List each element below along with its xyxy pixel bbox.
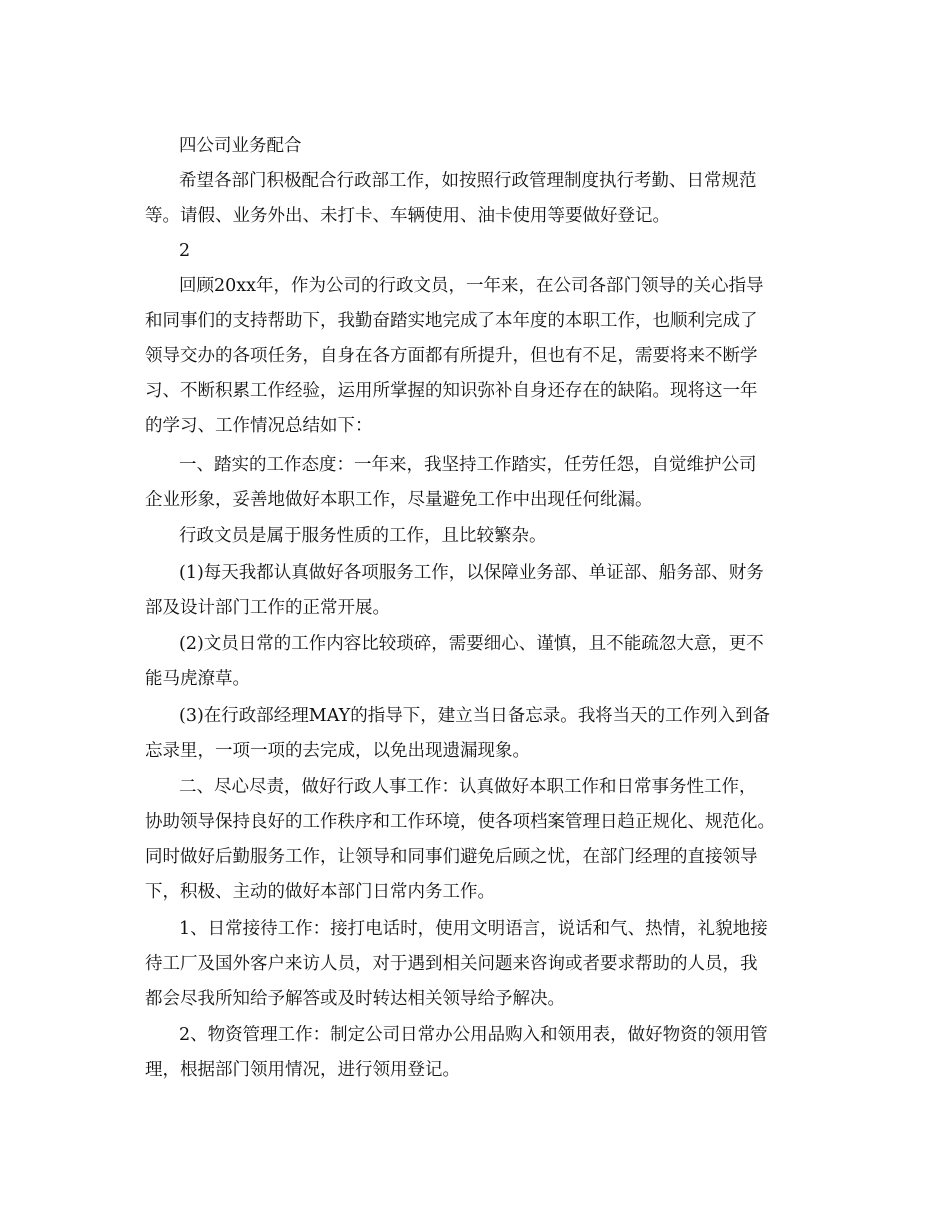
paragraph-line: 同时做好后勤服务工作，让领导和同事们避免后顾之忧，在部门经理的直接领导 — [145, 847, 758, 867]
paragraph-line: 理，根据部门领用情况，进行领用登记。 — [145, 1060, 460, 1080]
paragraph-line: 1、日常接待工作：接打电话时，使用文明语言，说话和气、热情，礼貌地接 — [179, 919, 768, 939]
paragraph-line: 能马虎潦草。 — [145, 669, 250, 689]
paragraph-line: 下，积极、主动的做好本部门日常内务工作。 — [145, 882, 495, 902]
heading-line: 四公司业务配合 — [179, 136, 302, 156]
paragraph-line: 一、踏实的工作态度：一年来，我坚持工作踏实，任劳任怨，自觉维护公司 — [179, 455, 757, 475]
paragraph-line: 希望各部门积极配合行政部工作，如按照行政管理制度执行考勤、日常规范 — [179, 171, 757, 191]
paragraph-line: 部及设计部门工作的正常开展。 — [145, 598, 390, 618]
paragraph-line: 协助领导保持良好的工作秩序和工作环境，使各项档案管理日趋正规化、规范化。 — [145, 812, 775, 832]
paragraph-line: 待工厂及国外客户来访人员，对于遇到相关问题来咨询或者要求帮助的人员，我 — [145, 954, 758, 974]
paragraph-line: (3)在行政部经理MAY的指导下，建立当日备忘录。我将当天的工作列入到备 — [179, 706, 771, 726]
paragraph-line: 行政文员是属于服务性质的工作，且比较繁杂。 — [179, 526, 547, 546]
paragraph-line: 企业形象，妥善地做好本职工作，尽量避免工作中出现任何纰漏。 — [145, 490, 653, 510]
paragraph-line: 回顾20xx年，作为公司的行政文员，一年来，在公司各部门领导的关心指导 — [179, 276, 764, 296]
paragraph-line: 2、物资管理工作：制定公司日常办公用品购入和领用表，做好物资的领用管 — [179, 1025, 768, 1045]
paragraph-line: 忘录里，一项一项的去完成，以免出现遗漏现象。 — [145, 741, 530, 761]
section-number: 2 — [179, 241, 191, 261]
paragraph-line: 的学习、工作情况总结如下： — [145, 416, 373, 436]
paragraph-line: 和同事们的支持帮助下，我勤奋踏实地完成了本年度的本职工作，也顺利完成了 — [145, 311, 758, 331]
paragraph-line: (1)每天我都认真做好各项服务工作，以保障业务部、单证部、船务部、财务 — [179, 563, 764, 583]
paragraph-line: 等。请假、业务外出、未打卡、车辆使用、油卡使用等要做好登记。 — [145, 206, 670, 226]
paragraph-line: (2)文员日常的工作内容比较琐碎，需要细心、谨慎，且不能疏忽大意，更不 — [179, 634, 764, 654]
paragraph-line: 领导交办的各项任务，自身在各方面都有所提升，但也有不足，需要将来不断学 — [145, 346, 758, 366]
paragraph-line: 二、尽心尽责，做好行政人事工作：认真做好本职工作和日常事务性工作， — [179, 777, 757, 797]
paragraph-line: 都会尽我所知给予解答或及时转达相关领导给予解决。 — [145, 989, 565, 1009]
paragraph-line: 习、不断积累工作经验，运用所掌握的知识弥补自身还存在的缺陷。现将这一年 — [145, 381, 758, 401]
